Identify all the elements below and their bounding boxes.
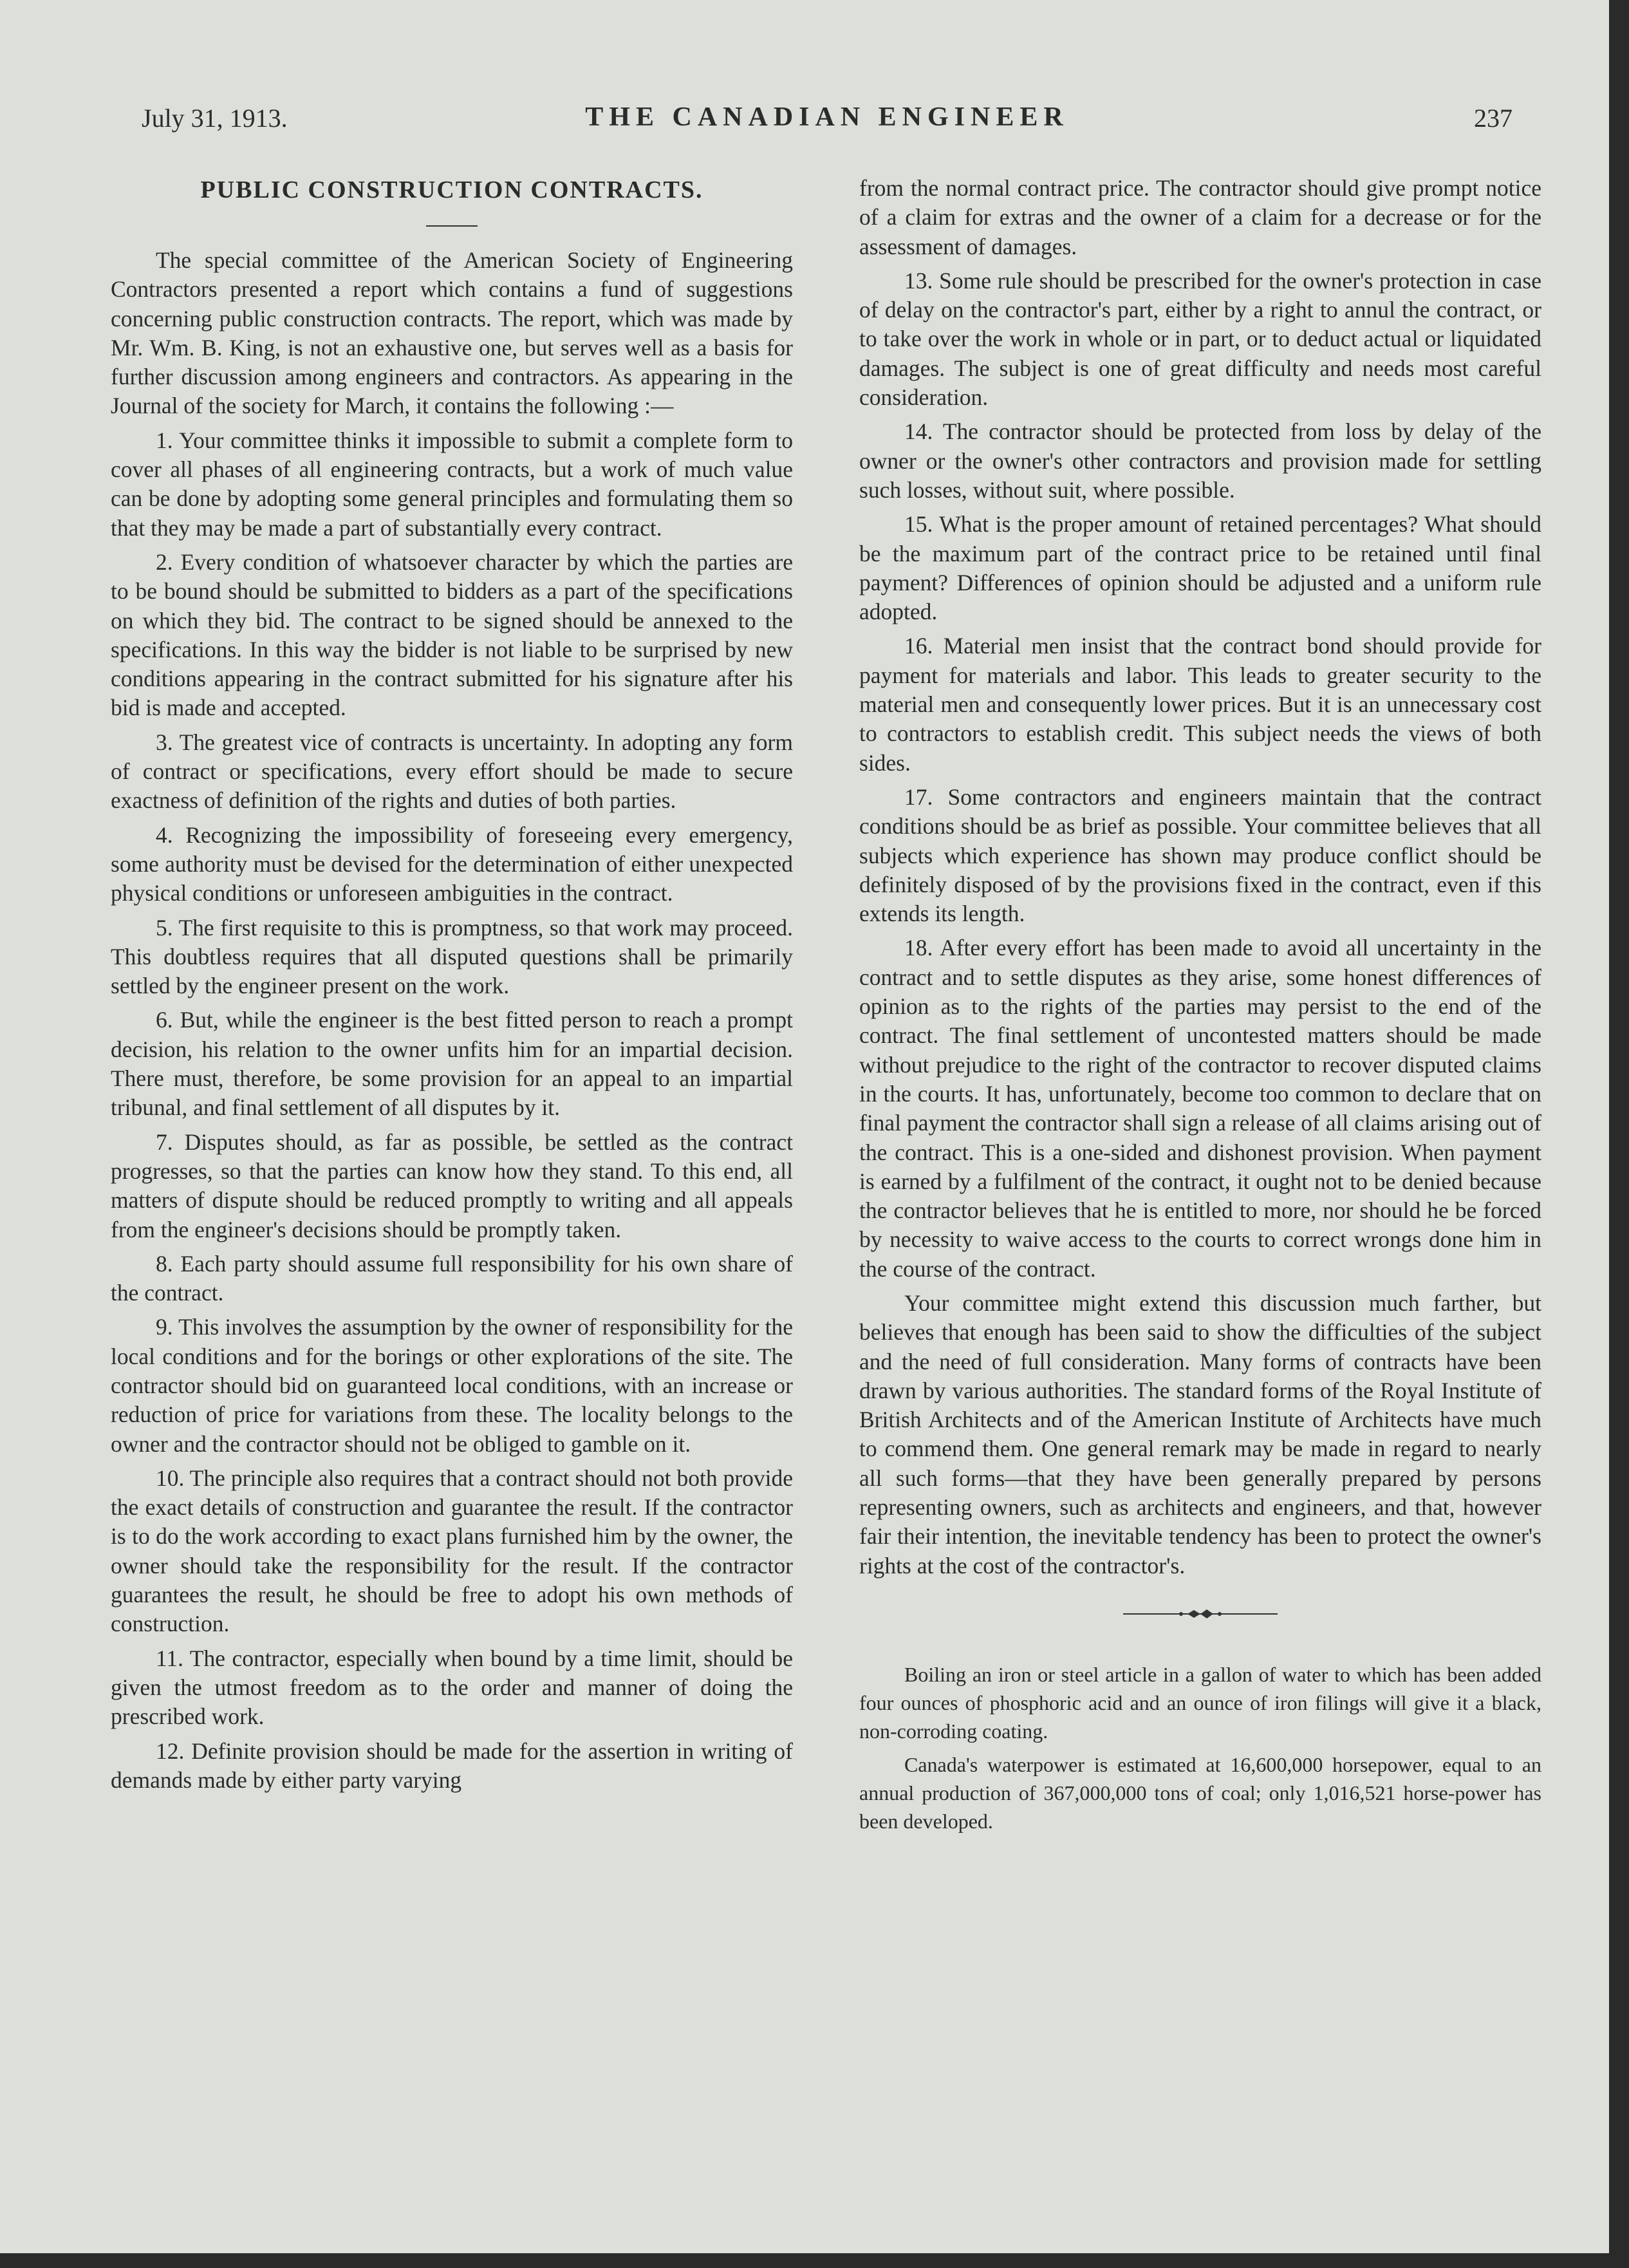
paragraph-12: 12. Definite provision should be made for the assertion in writing of demands made by either party varying <box>111 1738 793 1793</box>
note-iron-coating: Boiling an iron or steel article in a gallon of water to which has been added four ounces of phosphoric acid and an ounce of iron filings will give it a black, non-corroding coating. <box>859 1662 1541 1743</box>
paragraph-12-continued: from the normal contract price. The contractor should give prompt notice of a claim for extras and the owner of a claim for a decrease or for the assessment of damages. <box>859 175 1541 259</box>
closing-paragraph: Your committee might extend this discussion much farther, but believes that enough has been said to show the difficulties of the subject and the need of full consideration. Many forms of contracts have been drawn by various authorities. The standard forms of the Royal Institute of British Architects and of the American Institute of Architects have much to commend them. One general remark may be made in regard to nearly all such forms—that they have been generally prepared by persons representing owners, such as architects and engineers, and that, however fair their intention, the inevitable tendency has been to protect the owner's rights at the cost of the contractor's. <box>859 1289 1541 1579</box>
title-rule <box>426 225 478 227</box>
paragraph-16: 16. Material men insist that the contract bond should provide for payment for materials and labor. This leads to greater security to the material men and consequently lower prices. But it is an unnecessary cost to contractors to establish credit. This subject needs the views of both sides. <box>859 633 1541 776</box>
paragraph-3: 3. The greatest vice of contracts is uncertainty. In adopting any form of contract or specifications, every effort should be made to secure exactness of definition of the rights and duties of both parties. <box>111 729 793 814</box>
paragraph-8: 8. Each party should assume full responsibility for his own share of the contract. <box>111 1250 793 1306</box>
article-intro: The special committee of the American Society of Engineering Contractors presented a report which contains a fund of suggestions concerning public construction contracts. The report, which was made by Mr. Wm. B. King, is not an exhaustive one, but serves well as a basis for further discussion among engineers and contractors. As appearing in the Journal of the society for March, it contains the following :— <box>111 247 793 419</box>
paragraph-4: 4. Recognizing the impossibility of foreseeing every emergency, some authority must be devised for the determination of either unexpected physical conditions or unforeseen ambiguities in the contract. <box>111 821 793 906</box>
journal-title: THE CANADIAN ENGINEER <box>585 102 1069 132</box>
paragraph-10: 10. The principle also requires that a contract should not both provide the exact details of construction and guarantee the result. If the contractor is to do the work according to exact plans furnished him by the owner, the owner should take the responsibility for the result. If the contractor guarantees the result, he should be free to adopt his own methods of construction. <box>111 1465 793 1637</box>
right-column <box>859 174 1541 1841</box>
article-title: PUBLIC CONSTRUCTION CONTRACTS. <box>200 176 703 203</box>
paragraph-2: 2. Every condition of whatsoever character by which the parties are to be bound should be submitted to bidders as a part of the specifications on which they bid. The contract to be signed should be annexed to the specifications. In this way the bidder is not liable to be surprised by new conditions appearing in the contract submitted for his signature after his bid is made and accepted. <box>111 548 793 721</box>
paragraph-14: 14. The contractor should be protected from loss by delay of the owner or the owner's other contractors and provision made for settling such losses, without suit, where possible. <box>859 418 1541 503</box>
issue-date: July 31, 1913. <box>142 104 288 133</box>
paragraph-17: 17. Some contractors and engineers maintain that the contract conditions should be as brief as possible. Your committee believes that all subjects which experience has shown may produce conflict should be definitely disposed of by the provisions fixed in the contract, even if this extends its length. <box>859 783 1541 927</box>
paragraph-18: 18. After every effort has been made to avoid all uncertainty in the contract and to settle disputes as they arise, some honest differences of opinion as to the rights of the parties may persist to the end of the contract. The final settlement of uncontested matters should be made without prejudice to the right of the contractor to recover disputed claims in the courts. It has, unfortunately, become too common to declare that on final payment the contractor shall sign a release of all claims arising out of the contract. This is a one-sided and dishonest provision. When payment is earned by a fulfilment of the contract, it ought not to be denied because the contractor believes that he is entitled to more, nor should he be forced by necessity to waive access to the courts to correct wrongs done him in the course of the contract. <box>859 935 1541 1282</box>
page-number: 237 <box>1474 104 1513 133</box>
paragraph-5: 5. The first requisite to this is promptness, so that work may proceed. This doubtless requires that all disputed questions shall be primarily settled by the engineer present on the work. <box>111 914 793 999</box>
paragraph-15: 15. What is the proper amount of retained percentages? What should be the maximum part of the contract price to be retained until final payment? Differences of opinion should be adjusted and a uniform rule adopted. <box>859 511 1541 625</box>
paragraph-6: 6. But, while the engineer is the best fitted person to reach a prompt decision, his relation to the owner unfits him for an impartial decision. There must, therefore, be some provision for an appeal to an impartial tribunal, and final settlement of all disputes by it. <box>111 1007 793 1121</box>
paragraph-7: 7. Disputes should, as far as possible, be settled as the contract progresses, so that the parties can know how they stand. To this end, all matters of dispute should be reduced promptly to writing and all appeals from the engineer's decisions should be promptly taken. <box>111 1129 793 1242</box>
paragraph-9: 9. This involves the assumption by the owner of responsibility for the local conditions and for the borings or other explorations of the site. The contractor should bid on guaranteed local conditions, with an increase or reduction of price for variations from these. The locality belongs to the owner and the contractor should not be obliged to gamble on it. <box>111 1314 793 1457</box>
paragraph-13: 13. Some rule should be prescribed for the owner's protection in case of delay on the contractor's part, either by a right to annul the contract, or to take over the work in whole or in part, or to deduct actual or liquidated damages. The subject is one of great difficulty and needs most careful consideration. <box>859 267 1541 411</box>
section-divider-ornament <box>1123 1606 1278 1622</box>
left-column <box>111 174 793 1800</box>
paragraph-11: 11. The contractor, especially when bound by a time limit, should be given the utmost freedom as to the order and manner of doing the prescribed work. <box>111 1645 793 1730</box>
paragraph-1: 1. Your committee thinks it impossible to submit a complete form to cover all phases of all engineering contracts, but a work of much value can be done by adopting some general principles and formulating them so that they may be made a part of substantially every contract. <box>111 427 793 541</box>
running-head <box>142 97 1513 142</box>
note-canada-waterpower: Canada's waterpower is estimated at 16,600,000 horsepower, equal to an annual production of 367,000,000 tons of coal; only 1,016,521 horse-power has been developed. <box>859 1752 1541 1833</box>
